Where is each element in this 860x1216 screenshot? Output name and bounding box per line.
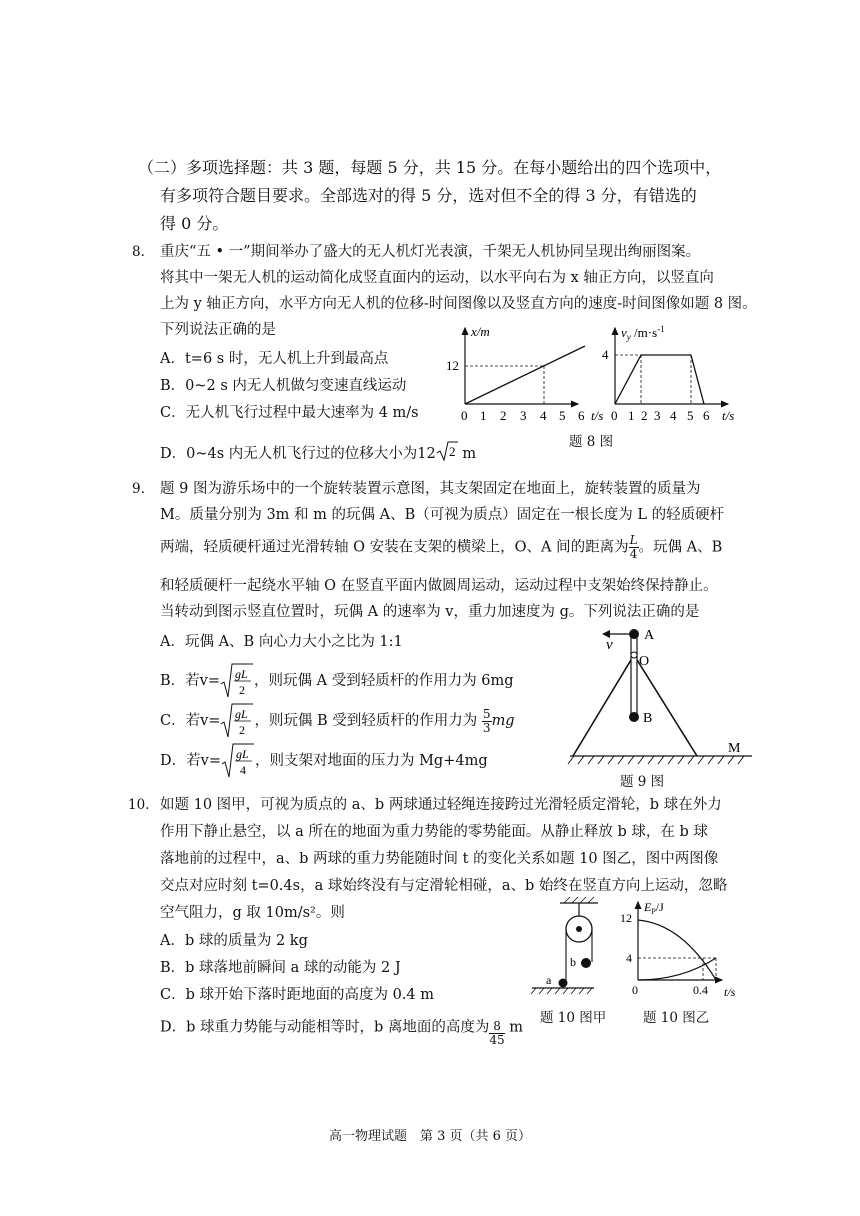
svg-text:2: 2 (239, 723, 246, 737)
svg-text:gL: gL (235, 747, 249, 761)
x-tick: 5 (559, 408, 566, 423)
x-label: t/s (722, 408, 735, 423)
fraction: $\frac{5}{3}$ (482, 706, 491, 735)
rigid-rod (631, 634, 637, 718)
position-line (465, 346, 585, 404)
x-tick: 3 (520, 408, 527, 423)
x-tick: 6 (703, 408, 710, 423)
option-text: ，则玩偶 B 受到轻质杆的作用力为 (254, 713, 478, 729)
y-label: $E_P/J$ (644, 900, 664, 916)
x-tick: 1 (480, 408, 487, 423)
q10-figure-pulley (526, 895, 616, 995)
q9-option-d (160, 742, 488, 780)
q9-line-1: 题 9 图为游乐场中的一个旋转装置示意图，其支架固定在地面上，旋转装置的质量为 (160, 481, 701, 497)
x-tick: 3 (654, 408, 661, 423)
q8-option-c: C．无人机飞行过程中最大速率为 4 m/s (160, 405, 419, 421)
svg-text:2: 2 (239, 683, 245, 697)
q8-figure-caption: 题 8 图 (569, 434, 614, 450)
label-b: b (570, 955, 576, 969)
option-prefix: D．b 球重力势能与动能相等时，b 离地面的高度为 (160, 1019, 490, 1036)
q10-option-d (160, 1014, 524, 1047)
q8-line-3: 上为 y 轴正方向，水平方向无人机的位移-时间图像以及竖直方向的速度-时间图像如题 8 图。 (160, 296, 757, 312)
x-label: t/s (591, 408, 604, 423)
x-tick: 2 (641, 408, 648, 423)
svg-text:4: 4 (239, 763, 246, 777)
ground-hatch (531, 988, 592, 994)
x-tick: 2 (500, 408, 507, 423)
section-line-1: （二）多项选择题：共 3 题，每题 5 分，共 15 分。在每小题给出的四个选项中， (138, 158, 722, 177)
curve-a (638, 958, 716, 980)
y-tick: 12 (446, 358, 459, 373)
q9-option-c (160, 702, 515, 740)
sqrt-symbol (221, 742, 255, 780)
q9-number: 9. (132, 481, 145, 497)
q10-line-4: 交点对应时刻 t=0.4s，a 球始终没有与定滑轮相碰，a、b 始终在竖直方向上运动，忽略 (160, 878, 728, 894)
label-a: a (546, 973, 552, 987)
x-tick: 4 (670, 408, 677, 423)
pivot-o (631, 652, 637, 658)
ball-a (559, 979, 568, 988)
q8-number: 8. (132, 244, 145, 260)
support-leg-right (634, 655, 697, 756)
q9-line-3 (160, 534, 722, 561)
label-v: v (606, 637, 613, 653)
q9-figure-caption: 题 9 图 (620, 774, 665, 790)
pulley-axle (576, 926, 582, 932)
q8-graph-xt (440, 322, 604, 427)
q9-line-4: 和轻质硬杆一起绕水平轴 O 在竖直平面内做圆周运动，运动过程中支架始终保持静止。 (160, 578, 718, 594)
q10-option-a: A．b 球的质量为 2 kg (160, 933, 308, 949)
q9-option-a: A．玩偶 A、B 向心力大小之比为 1:1 (160, 634, 403, 650)
q8-option-d (160, 440, 476, 468)
fraction: $\frac{8}{45}$ (489, 1019, 505, 1047)
label-b: B (643, 711, 653, 726)
option-prefix: B．若v= (160, 673, 220, 689)
q8-line-1: 重庆“五 • 一”期间举办了盛大的无人机灯光表演，千架无人机协同呈现出绚丽图案。 (160, 244, 701, 260)
q10-caption-2: 题 10 图乙 (643, 1010, 710, 1026)
support-leg-left (573, 655, 634, 756)
q10-line-1: 如题 10 图甲，可视为质点的 a、b 两球通过轻绳连接跨过光滑轻质定滑轮，b 球在外力 (160, 797, 722, 813)
option-prefix: C．若v= (160, 713, 221, 729)
option-unit: m (504, 1019, 524, 1036)
section-line-3: 得 0 分。 (160, 214, 229, 233)
x-tick: 5 (687, 408, 694, 423)
y-tick: 4 (626, 951, 632, 965)
x-tick: 6 (578, 408, 585, 423)
x-label: t/s (724, 985, 736, 999)
q10-line-3: 落地前的过程中，a、b 两球的重力势能随时间 t 的变化关系如题 10 图乙，图中两图像 (160, 851, 719, 867)
ball-b (581, 958, 591, 968)
y-tick: 12 (620, 911, 632, 925)
q8-line-2: 将其中一架无人机的运动简化成竖直面内的运动，以水平向右为 x 轴正方向，以竖直向 (160, 270, 714, 286)
q10-option-b: B．b 球落地前瞬间 a 球的动能为 2 J (160, 960, 401, 976)
q8-option-d-unit: m (457, 446, 477, 462)
section-line-2: 有多项符合题目要求。全部选对的得 5 分，选对但不全的得 3 分，有错选的 (160, 186, 697, 205)
q8-d-radicand: 2 (448, 444, 456, 459)
svg-text:gL: gL (235, 707, 249, 721)
curve-b (638, 920, 716, 980)
ball-b (629, 712, 639, 722)
sqrt-symbol (220, 662, 254, 700)
q10-line-2: 作用下静止悬空，以 a 所在的地面为重力势能的零势能面。从静止释放 b 球，在 b 球 (160, 824, 708, 840)
x-tick: 0 (461, 408, 468, 423)
ball-a (629, 629, 639, 639)
q10-figure-energy-graph (612, 896, 742, 1006)
q8-option-d-text: D．0~4s 内无人机飞行过的位移大小为12 (160, 446, 436, 462)
q9-line-5: 当转动到图示竖直位置时，玩偶 A 的速率为 v，重力加速度为 g。下列说法正确的是 (160, 604, 700, 620)
q8-option-b: B．0~2 s 内无人机做匀变速直线运动 (160, 378, 407, 394)
x-tick: 0.4 (693, 983, 708, 997)
unit: mg (491, 713, 515, 729)
fraction: $\frac{L}{4}$ (629, 533, 638, 561)
label-a: A (644, 628, 655, 643)
q10-caption-1: 题 10 图甲 (540, 1010, 607, 1026)
page-footer: 高一物理试题 第 3 页（共 6 页） (328, 1129, 532, 1144)
q8-line-4: 下列说法正确的是 (160, 322, 276, 338)
q10-option-c: C．b 球开始下落时距地面的高度为 0.4 m (160, 987, 435, 1003)
y-tick: 4 (602, 347, 609, 362)
x-tick: 1 (628, 408, 635, 423)
q10-number: 10. (128, 797, 150, 813)
sqrt-symbol (436, 440, 458, 468)
label-m: M (728, 741, 741, 756)
q8-option-a: A．t=6 s 时，无人机上升到最高点 (160, 351, 389, 367)
label-o: O (639, 654, 650, 669)
ceiling-hatch (564, 897, 594, 903)
x-tick: 0 (611, 408, 618, 423)
option-text: ，则支架对地面的压力为 Mg+4mg (254, 753, 488, 769)
q9-figure (560, 622, 755, 772)
y-label: $v_y$ $/m\cdot s^{-1}$ (621, 324, 665, 342)
q9-line-3-text: 两端，轻质硬杆通过光滑转轴 O 安装在支架的横梁上，O、A 间的距离为 (160, 539, 629, 556)
sqrt-symbol (220, 702, 254, 740)
x-tick: 4 (540, 408, 547, 423)
ground-hatch (568, 756, 744, 764)
q9-line-2: M。质量分别为 3m 和 m 的玩偶 A、B（可视为质点）固定在一根长度为 L 的轻质硬杆 (160, 507, 725, 523)
option-prefix: D．若v= (160, 753, 221, 769)
x-tick: 0 (632, 983, 638, 997)
q9-line-3-end: 。玩偶 A、B (638, 539, 723, 556)
q9-option-b (160, 662, 514, 700)
q10-line-5: 空气阻力，g 取 10m/s²。则 (160, 905, 345, 921)
q8-graph-vt (590, 322, 750, 427)
option-text: ，则玩偶 A 受到轻质杆的作用力为 6mg (254, 673, 514, 689)
svg-text:gL: gL (235, 667, 248, 681)
y-label: x/m (471, 324, 490, 339)
